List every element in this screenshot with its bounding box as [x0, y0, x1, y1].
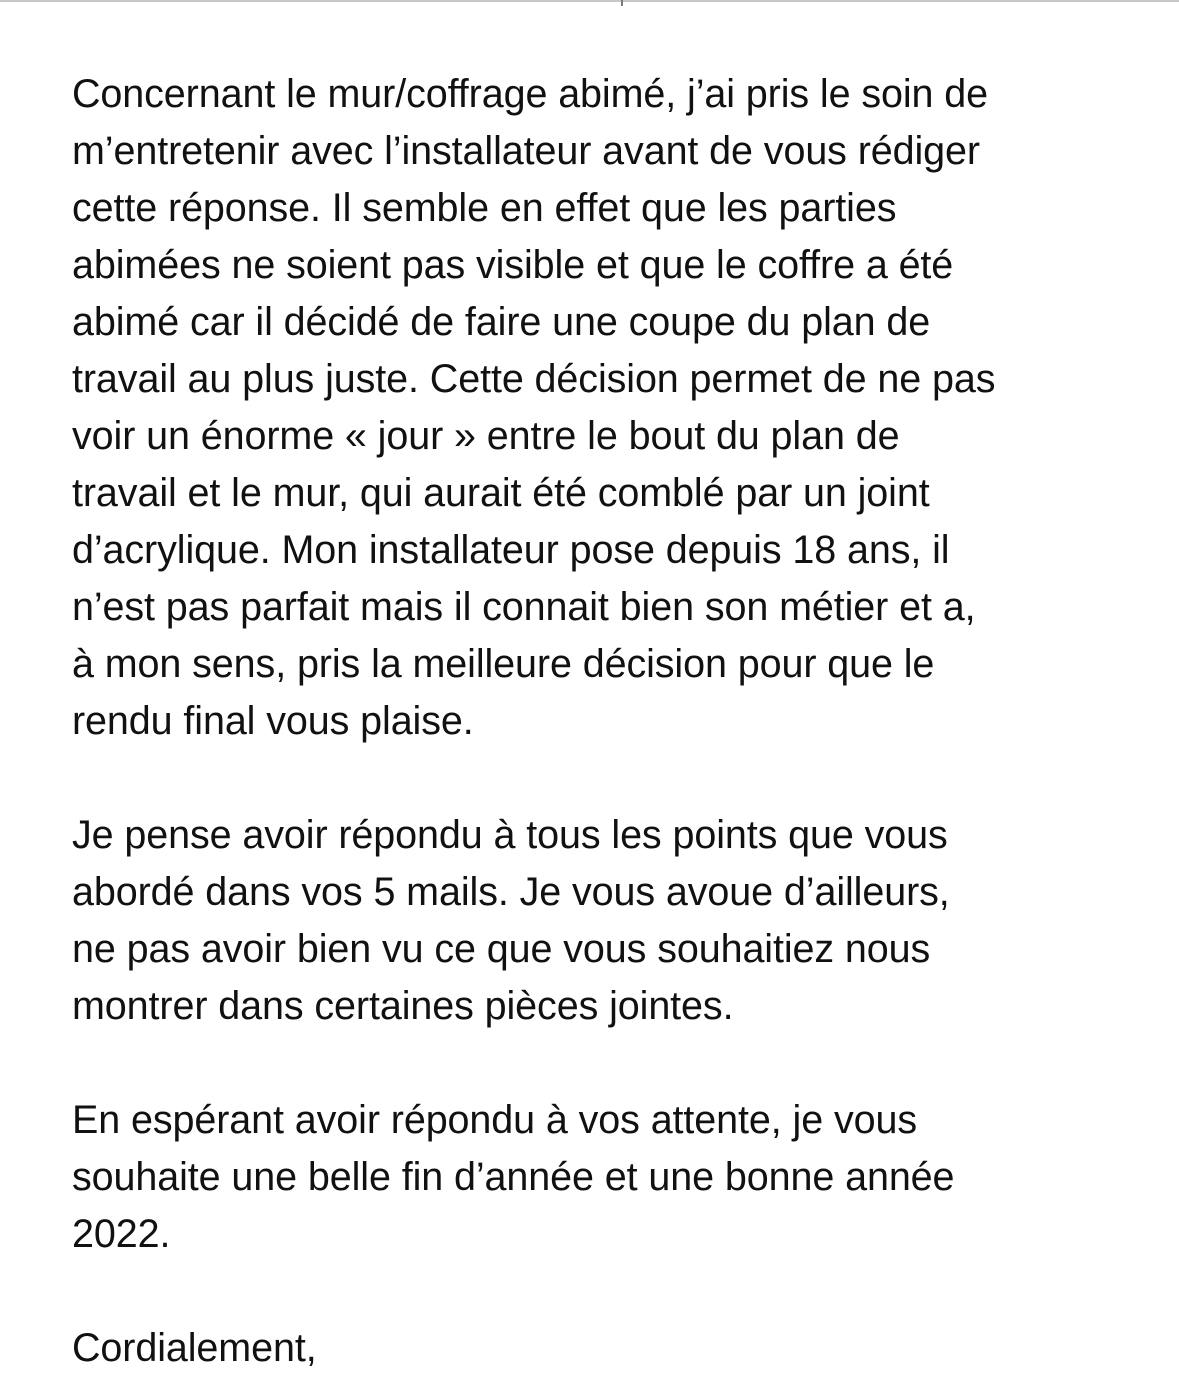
- text-line: 2022.: [72, 1212, 171, 1256]
- paragraph-season-greetings: [72, 1092, 1152, 1263]
- closing-salutation: [72, 1320, 1152, 1377]
- text-line: rendu final vous plaise.: [72, 699, 474, 743]
- text-line: travail au plus juste. Cette décision permet de ne pas: [72, 357, 996, 401]
- text-line: En espérant avoir répondu à vos attente, je vous: [72, 1098, 917, 1142]
- text-line: Concernant le mur/coffrage abimé, j’ai pris le soin de: [72, 72, 989, 116]
- closing-line: Cordialement,: [72, 1326, 317, 1370]
- text-line: m’entretenir avec l’installateur avant de vous rédiger: [72, 129, 980, 173]
- text-line: voir un énorme « jour » entre le bout du plan de: [72, 414, 900, 458]
- text-line: d’acrylique. Mon installateur pose depuis 18 ans, il: [72, 528, 950, 572]
- text-line: Je pense avoir répondu à tous les points que vous: [72, 813, 948, 857]
- text-line: ne pas avoir bien vu ce que vous souhaitiez nous: [72, 927, 931, 971]
- text-line: abimé car il décidé de faire une coupe du plan de: [72, 300, 931, 344]
- text-line: montrer dans certaines pièces jointes.: [72, 984, 734, 1028]
- text-line: travail et le mur, qui aurait été comblé par un joint: [72, 471, 930, 515]
- paragraph-wall-damage: [72, 66, 1152, 750]
- text-line: abordé dans vos 5 mails. Je vous avoue d’ailleurs,: [72, 870, 950, 914]
- top-divider: [0, 0, 1179, 2]
- text-line: n’est pas parfait mais il connait bien son métier et a,: [72, 585, 976, 629]
- text-line: cette réponse. Il semble en effet que les parties: [72, 186, 897, 230]
- text-line: à mon sens, pris la meilleure décision pour que le: [72, 642, 935, 686]
- scroll-indicator: [621, 0, 623, 6]
- email-body: [72, 66, 1152, 1377]
- text-line: souhaite une belle fin d’année et une bonne année: [72, 1155, 955, 1199]
- text-line: abimées ne soient pas visible et que le coffre a été: [72, 243, 954, 287]
- paragraph-answered-points: [72, 807, 1152, 1035]
